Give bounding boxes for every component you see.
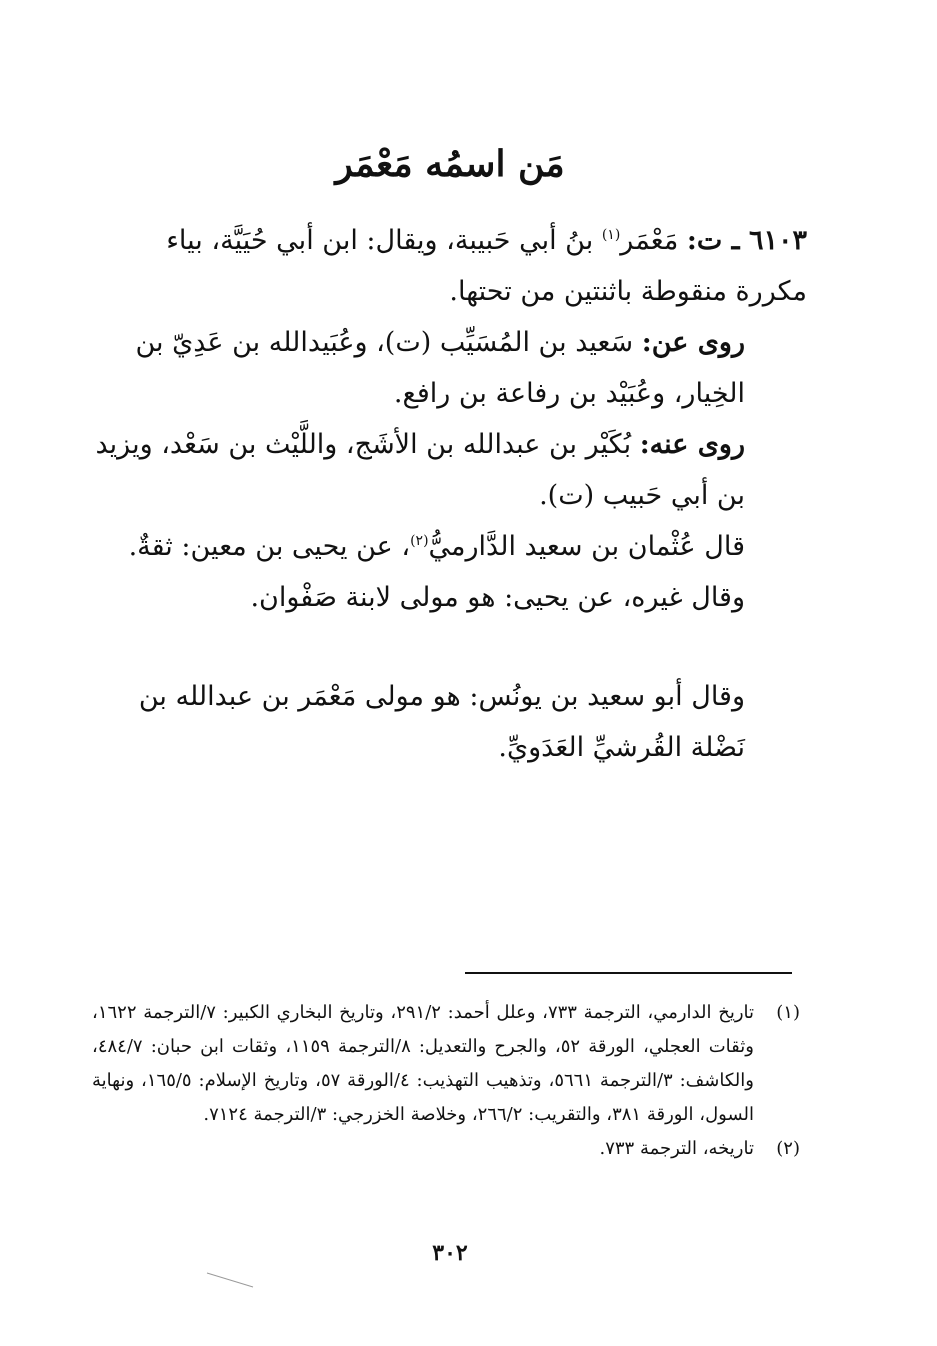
narrated-from-label: روى عن:: [641, 327, 745, 358]
quote-uthman-part-a: قال عُثْمان بن سعيد الدَّارميُّ: [428, 531, 745, 562]
entry-name-variant: بنُ أبي حَبيبة، ويقال: ابن أبي حُيَيَّة،: [211, 225, 602, 256]
entry-spelling-note: بياء مكررة منقوطة باثنتين من تحتها.: [166, 225, 807, 307]
biography-entry: [95, 215, 807, 773]
footnote-separator: [465, 972, 792, 974]
entry-number: ٦١٠٣ ـ ت:: [686, 225, 807, 256]
quote-others: وقال غيره، عن يحيى: هو مولى لابنة صَفْوان.: [250, 582, 745, 613]
footnote-ref-2[interactable]: (٢): [410, 533, 429, 549]
section-heading: مَن اسمُه مَعْمَر: [335, 143, 565, 185]
narrated-by-label: روى عنه:: [639, 429, 745, 460]
footnote-ref-1[interactable]: (١): [601, 227, 621, 243]
page-number: ٣٠٢: [432, 1240, 468, 1266]
quote-uthman-darimi: [95, 521, 807, 572]
footnotes: [92, 996, 800, 1166]
footnote-number: (١): [776, 1002, 800, 1023]
narrated-from: [95, 317, 807, 419]
footnote-2: [92, 1132, 800, 1166]
quote-uthman-part-b: ، عن يحيى بن معين: ثقةٌ.: [128, 531, 411, 562]
scan-artifact-stroke: [205, 1270, 255, 1290]
narrated-by: [95, 419, 807, 521]
entry-opening: [95, 215, 807, 317]
narrated-from-text: سَعيد بن المُسَيِّب (ت)، وعُبَيدالله بن عَدِيّ بن الخِيار، وعُبَيْد بن رفاعة بن رافع.: [135, 327, 745, 409]
footnote-number: (٢): [776, 1138, 800, 1159]
entry-name: مَعْمَر: [620, 225, 687, 256]
quote-abu-said: وقال أبو سعيد بن يونُس: هو مولى مَعْمَر بن عبدالله بن نَضْلة القُرشيِّ العَدَويِّ.: [138, 681, 745, 763]
narrated-by-text: بُكَيْر بن عبدالله بن الأشَج، واللَّيْث بن سَعْد، ويزيد بن أبي حَبيب (ت).: [95, 429, 745, 511]
footnote-text: تاريخه، الترجمة ٧٣٣.: [599, 1138, 754, 1159]
footnote-text: تاريخ الدارمي، الترجمة ٧٣٣، وعلل أحمد: ٢٩١/٢، وتاريخ البخاري الكبير: ٧/الترجمة ١٦٢٢، وثقات العجلي، الورقة ٥٢، والجرح والتعديل: ٨/الترجمة ١١٥٩، وثقات ابن حبان: ٤٨٤/٧، والكاشف: ٣/الترجمة ٥٦٦١، وتذهيب التهذيب: ٤/الورقة ٥٧، وتاريخ الإسلام: ١٦٥/٥، ونهاية السول، الورقة ٣٨١، والتقريب: ٢٦٦/٢، وخلاصة الخزرجي: ٣/الترجمة ٧١٢٤.: [92, 1002, 755, 1125]
footnote-1: [92, 996, 800, 1132]
